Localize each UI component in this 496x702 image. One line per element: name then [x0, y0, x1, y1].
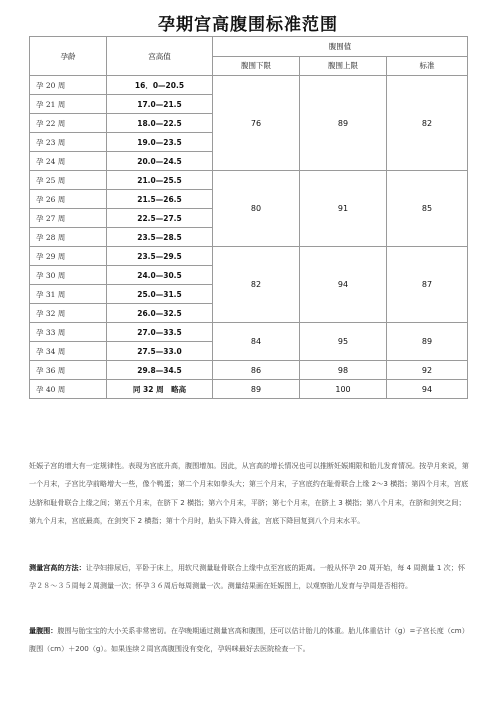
fundal-cell: 16．0—20.5	[107, 76, 213, 95]
fundal-cell: 同 32 周 略高	[107, 380, 213, 399]
abdominal-lower-cell: 86	[213, 361, 300, 380]
week-cell: 孕 21 周	[30, 95, 107, 114]
week-cell: 孕 28 周	[30, 228, 107, 247]
abdominal-lower-cell: 80	[213, 171, 300, 247]
fundal-cell: 25.0—31.5	[107, 285, 213, 304]
header-abdominal-upper: 腹围上限	[300, 56, 387, 76]
abdominal-upper-cell: 89	[300, 76, 387, 171]
fundal-cell: 27.5—33.0	[107, 342, 213, 361]
week-cell: 孕 34 周	[30, 342, 107, 361]
header-week: 孕龄	[30, 37, 107, 76]
header-fundal-height: 宫高值	[107, 37, 213, 76]
table-row	[30, 76, 468, 95]
fundal-cell: 26.0—32.5	[107, 304, 213, 323]
week-cell: 孕 36 周	[30, 361, 107, 380]
fundal-cell: 24.0—30.5	[107, 266, 213, 285]
page-title: 孕期宫高腹围标准范围	[158, 15, 338, 35]
week-cell: 孕 20 周	[30, 76, 107, 95]
fundal-cell: 18.0—22.5	[107, 114, 213, 133]
paragraph-growth-pattern: 妊娠子宫的增大有一定规律性。表现为宫底升高，腹围增加。因此，从宫高的增长情况也可以推断妊娠期限和胎儿发育情况。按孕月来说，第一个月末，子宫比孕前略增大一些，像个鸭蛋；第二个月末如拳头大；第三个月末，子宫底约在耻骨联合上缘 2～3 横指；第四个月末，宫底达脐和耻骨联合上缘之间；第五个月末，在脐下 2 横指；第六个月末，平脐；第七个月末，在脐上 3 横指；第八个月末，在脐和剑突之间；第九个月末，宫底最高，在剑突下 2 横指；第十个月时，胎头下降入骨盆，宫底下降回复到八个月末水平。	[29, 461, 469, 525]
fundal-cell: 29.8—34.5	[107, 361, 213, 380]
measure-method-text: 让孕妇排尿后，平卧于床上，用软尺测量耻骨联合上缘中点至宫底的距离。一般从怀孕 20 周开始，每 4 周测量 1 次；怀孕２８～３５周每２周测量一次；怀孕３６周后每周测量一次。测量结果画在妊娠图上，以观察胎儿发育与孕周是否相符。	[29, 563, 465, 591]
fundal-cell: 23.5—28.5	[107, 228, 213, 247]
fundal-cell: 22.5—27.5	[107, 209, 213, 228]
week-cell: 孕 23 周	[30, 133, 107, 152]
week-cell: 孕 22 周	[30, 114, 107, 133]
measure-method-label: 测量宫高的方法：	[29, 563, 86, 572]
fundal-cell: 20.0—24.5	[107, 152, 213, 171]
abdominal-upper-cell: 100	[300, 380, 387, 399]
abdominal-lower-cell: 82	[213, 247, 300, 323]
week-cell: 孕 24 周	[30, 152, 107, 171]
week-cell: 孕 30 周	[30, 266, 107, 285]
abdominal-lower-cell: 84	[213, 323, 300, 361]
fundal-cell: 23.5—29.5	[107, 247, 213, 266]
header-abdominal-lower: 腹围下限	[213, 56, 300, 76]
abdominal-standard-cell: 89	[387, 323, 468, 361]
week-cell: 孕 25 周	[30, 171, 107, 190]
week-cell: 孕 31 周	[30, 285, 107, 304]
week-cell: 孕 40 周	[30, 380, 107, 399]
table-row	[30, 380, 468, 399]
abdominal-text: 腹围与胎宝宝的大小关系非常密切。在孕晚期通过测量宫高和腹围，还可以估计胎儿的体重。胎儿体重估计（g）=子宫长度（cm） 腹围（cm）＋200（g）。如果连续２周宫高腹围没有变化，孕妈咪最好去医院检查一下。	[29, 626, 469, 654]
week-cell: 孕 33 周	[30, 323, 107, 342]
fundal-cell: 21.5—26.5	[107, 190, 213, 209]
abdominal-lower-cell: 76	[213, 76, 300, 171]
abdominal-standard-cell: 85	[387, 171, 468, 247]
paragraph-measure-method	[29, 559, 469, 596]
abdominal-upper-cell: 94	[300, 247, 387, 323]
abdominal-upper-cell: 98	[300, 361, 387, 380]
fundal-cell: 27.0—33.5	[107, 323, 213, 342]
week-cell: 孕 26 周	[30, 190, 107, 209]
fundal-cell: 19.0—23.5	[107, 133, 213, 152]
abdominal-standard-cell: 82	[387, 76, 468, 171]
abdominal-standard-cell: 92	[387, 361, 468, 380]
abdominal-upper-cell: 95	[300, 323, 387, 361]
abdominal-label: 量腹围：	[29, 626, 58, 635]
header-abdominal-standard: 标准	[387, 56, 468, 76]
fundal-cell: 17.0—21.5	[107, 95, 213, 114]
abdominal-lower-cell: 89	[213, 380, 300, 399]
abdominal-standard-cell: 87	[387, 247, 468, 323]
abdominal-standard-cell: 94	[387, 380, 468, 399]
paragraph-abdominal	[29, 622, 469, 659]
week-cell: 孕 32 周	[30, 304, 107, 323]
week-cell: 孕 29 周	[30, 247, 107, 266]
fundal-cell: 21.0—25.5	[107, 171, 213, 190]
table-row	[30, 361, 468, 380]
header-abdominal: 腹围值	[213, 37, 468, 57]
abdominal-upper-cell: 91	[300, 171, 387, 247]
standards-table	[29, 36, 468, 399]
week-cell: 孕 27 周	[30, 209, 107, 228]
table-row	[30, 323, 468, 342]
table-row	[30, 171, 468, 190]
table-row	[30, 247, 468, 266]
